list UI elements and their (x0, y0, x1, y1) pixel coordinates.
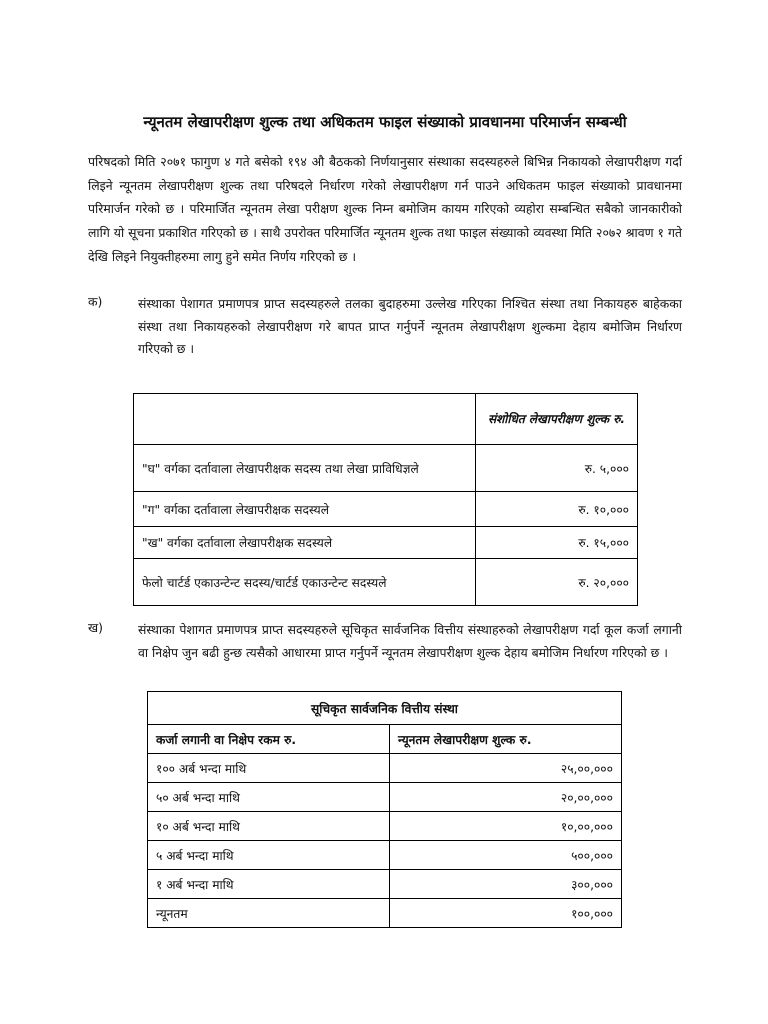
table-row (134, 559, 638, 606)
clause-ka-label: क) (88, 294, 103, 309)
intro-paragraph: परिषदको मिति २०७१ फागुण ४ गते बसेको १९४ औ बैठकको निर्णयानुसार संस्थाका सदस्यहरुले बिभिन्न निकायको लेखापरीक्षण गर्दा लिइने न्यूनतम लेखापरीक्षण शुल्क तथा परिषदले निर्धारण गरेको लेखापरीक्षण गर्न पाउने अधिकतम फाइल संख्याको प्रावधानमा परिमार्जन गरेको छ । परिमार्जित न्यूनतम लेखा परीक्षण शुल्क निम्न बमोजिम कायम गरिएको व्यहोरा सम्बन्धित सबैको जानकारीको लागि यो सूचना प्रकाशित गरिएको छ । साथै उपरोक्त परिमार्जित न्यूनतम शुल्क तथा फाइल संख्याको व्यवस्था मिति २०७२ श्रावण १ गते देखि लिइने नियुक्तीहरुमा लागु हुने समेत निर्णय गरिएको छ । (88, 154, 682, 264)
table-row (148, 783, 622, 812)
header-range-cell: कर्जा लगानी वा निक्षेप रकम रु. (148, 725, 390, 754)
header-fee-cell: संशोधित लेखापरीक्षण शुल्क रु. (476, 394, 638, 445)
clause-kha-text: संस्थाका पेशागत प्रमाणपत्र प्राप्त सदस्यहरुले सूचिकृत सार्वजनिक वित्तीय संस्थाहरुको लेखापरीक्षण गर्दा कूल कर्जा लगानी वा निक्षेप जुन बढी हुन्छ त्यसैको आधारमा प्राप्त गर्नुपर्ने न्यूनतम लेखापरीक्षण शुल्क देहाय बमोजिम निर्धारण गरिएको छ । (138, 622, 682, 660)
table-caption-row (148, 692, 622, 725)
fee-table-financial-institutions (147, 691, 622, 928)
fee-cell: १००,००० (390, 899, 622, 928)
table-row (148, 870, 622, 899)
range-cell: न्यूनतम (148, 899, 390, 928)
table-row (134, 492, 638, 527)
table-row (148, 841, 622, 870)
table-row (148, 754, 622, 783)
table-header-row (148, 725, 622, 754)
header-blank-cell (134, 394, 476, 445)
category-cell: "ग" वर्गका दर्तावाला लेखापरीक्षक सदस्यले (134, 492, 476, 527)
range-cell: १ अर्ब भन्दा माथि (148, 870, 390, 899)
category-cell: फेलो चार्टर्ड एकाउन्टेन्ट सदस्य/चार्टर्ड एकाउन्टेन्ट सदस्यले (134, 559, 476, 606)
category-cell: "ख" वर्गका दर्तावाला लेखापरीक्षक सदस्यले (134, 527, 476, 559)
fee-cell: ५००,००० (390, 841, 622, 870)
fee-cell: २५,००,००० (390, 754, 622, 783)
range-cell: ५० अर्ब भन्दा माथि (148, 783, 390, 812)
fee-cell: रु. १०,००० (476, 492, 638, 527)
fee-cell: रु. १५,००० (476, 527, 638, 559)
table-row (134, 527, 638, 559)
clause-ka-text: संस्थाका पेशागत प्रमाणपत्र प्राप्त सदस्यहरुले तलका बुदाहरुमा उल्लेख गरिएका निश्चित संस्था तथा निकायहरु बाहेकका संस्था तथा निकायहरुको लेखापरीक्षण गरे बापत प्राप्त गर्नुपर्ने न्यूनतम लेखापरीक्षण शुल्कमा देहाय बमोजिम निर्धारण गरिएको छ । (138, 296, 682, 356)
fee-table-members (133, 393, 638, 606)
table-row (134, 445, 638, 492)
table-caption: सूचिकृत सार्वजनिक वित्तीय संस्था (148, 692, 622, 725)
fee-cell: ३००,००० (390, 870, 622, 899)
category-cell: "घ" वर्गका दर्तावाला लेखापरीक्षक सदस्य तथा लेखा प्राविधिज्ञले (134, 445, 476, 492)
range-cell: १०० अर्ब भन्दा माथि (148, 754, 390, 783)
header-fee-cell: न्यूनतम लेखापरीक्षण शुल्क रु. (390, 725, 622, 754)
fee-cell: रु. २०,००० (476, 559, 638, 606)
document-title: न्यूनतम लेखापरीक्षण शुल्क तथा अधिकतम फाइल संख्याको प्रावधानमा परिमार्जन सम्बन्धी (143, 113, 627, 131)
fee-cell: १०,००,००० (390, 812, 622, 841)
fee-cell: २०,००,००० (390, 783, 622, 812)
table-header-row (134, 394, 638, 445)
range-cell: ५ अर्ब भन्दा माथि (148, 841, 390, 870)
table-row (148, 899, 622, 928)
clause-kha-label: ख) (88, 620, 103, 635)
table-row (148, 812, 622, 841)
clause-kha (88, 619, 682, 664)
clause-ka (88, 293, 682, 361)
range-cell: १० अर्ब भन्दा माथि (148, 812, 390, 841)
fee-cell: रु. ५,००० (476, 445, 638, 492)
